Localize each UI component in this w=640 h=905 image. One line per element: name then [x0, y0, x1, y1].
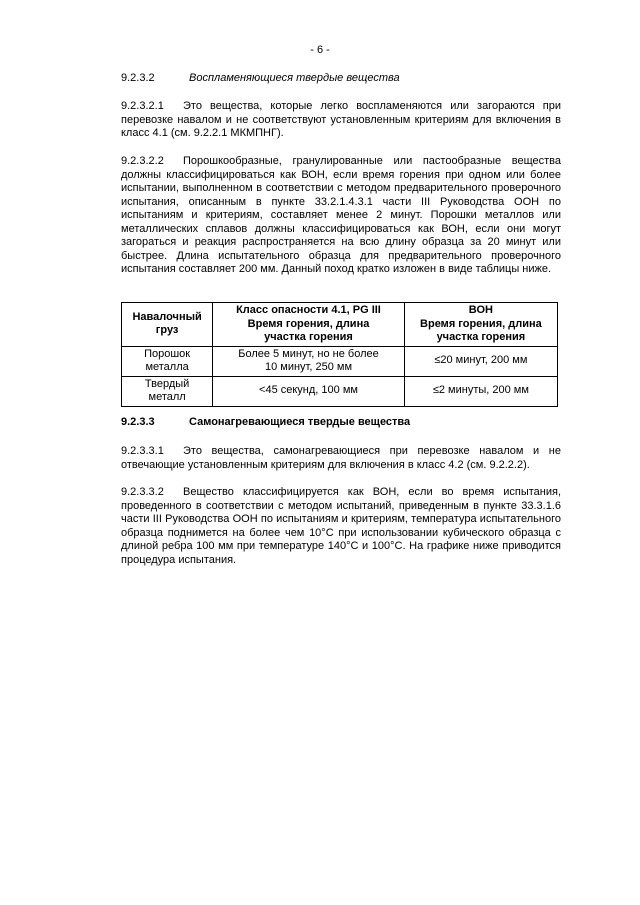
paragraph-text: Вещество классифицируется как ВОН, если во время испытания, проведенного в соответствии с методом испытаний, приведенным в пункте 33.3.1.6 части III Руководства ООН по испытаниям и критериям, температура испытательного образца поднимется на более чем 10°C при использовании кубического образца с длиной ребра 100 мм при температуре 140°C и 100°C. На графике ниже приводится процедура испытания. [121, 486, 561, 566]
section-title: Самонагревающиеся твердые вещества [189, 416, 411, 428]
table-header-row [122, 303, 558, 347]
paragraph-number: 9.2.3.2.1 [121, 100, 164, 112]
section-number: 9.2.3.2 [121, 72, 155, 84]
section-number: 9.2.3.3 [121, 416, 155, 428]
header-cell-class41: Класс опасности 4.1, PG III Время горения, длина участка горения [213, 303, 405, 347]
burning-time-table [121, 302, 558, 407]
cargo-cell: Твердый металл [122, 376, 213, 406]
header-cell-cargo: Навалочный груз [122, 303, 213, 347]
paragraph-number: 9.2.3.3.1 [121, 445, 164, 457]
page-number: - 6 - [310, 44, 330, 56]
cargo-cell: Порошок металла [122, 346, 213, 376]
paragraph-9-2-3-3-1 [121, 445, 561, 472]
paragraph-number: 9.2.3.2.2 [121, 155, 164, 167]
paragraph-text: Это вещества, самонагревающиеся при перевозке навалом и не отвечающие установленным критериям для включения в класс 4.2 (см. 9.2.2.2). [121, 445, 561, 471]
paragraph-9-2-3-2-2 [121, 155, 561, 277]
section-heading-9-2-3-3 [121, 416, 410, 430]
paragraph-number: 9.2.3.3.2 [121, 486, 164, 498]
paragraph-text: Порошкообразные, гранулированные или пастообразные вещества должны классифицироваться как ВОН, если время горения при одном или более испытании, выполненном в соответствии с методом предварительного проверочного испытания, описанным в пункте 33.2.1.4.3.1 части III Руководства ООН по испытаниям и критериям, составляет менее 2 минут. Порошки металлов или металлических сплавов должны классифицироваться как ВОН, если они могут загораться и реакция распространяется на всю длину образца за 20 минут или быстрее. Длина испытательного образца для предварительного проверочного испытания составляет 200 мм. Данный поход кратко изложен в виде таблицы ниже. [121, 155, 561, 275]
paragraph-9-2-3-3-2 [121, 486, 561, 567]
paragraph-text: Это вещества, которые легко воспламеняются или загораются при перевозке навалом и не соответствуют установленным критериям для включения в класс 4.1 (см. 9.2.2.1 МКМПНГ). [121, 100, 561, 139]
section-title: Воспламеняющиеся твердые вещества [189, 72, 400, 84]
table-row [122, 346, 558, 376]
class41-cell: <45 секунд, 100 мм [213, 376, 405, 406]
class41-cell: Более 5 минут, но не более 10 минут, 250 мм [213, 346, 405, 376]
header-cell-bch: ВОН Время горения, длина участка горения [404, 303, 557, 347]
paragraph-9-2-3-2-1 [121, 100, 561, 141]
bch-cell: ≤20 минут, 200 мм [404, 346, 557, 376]
section-heading-9-2-3-2 [121, 72, 400, 86]
table-row [122, 376, 558, 406]
bch-cell: ≤2 минуты, 200 мм [404, 376, 557, 406]
